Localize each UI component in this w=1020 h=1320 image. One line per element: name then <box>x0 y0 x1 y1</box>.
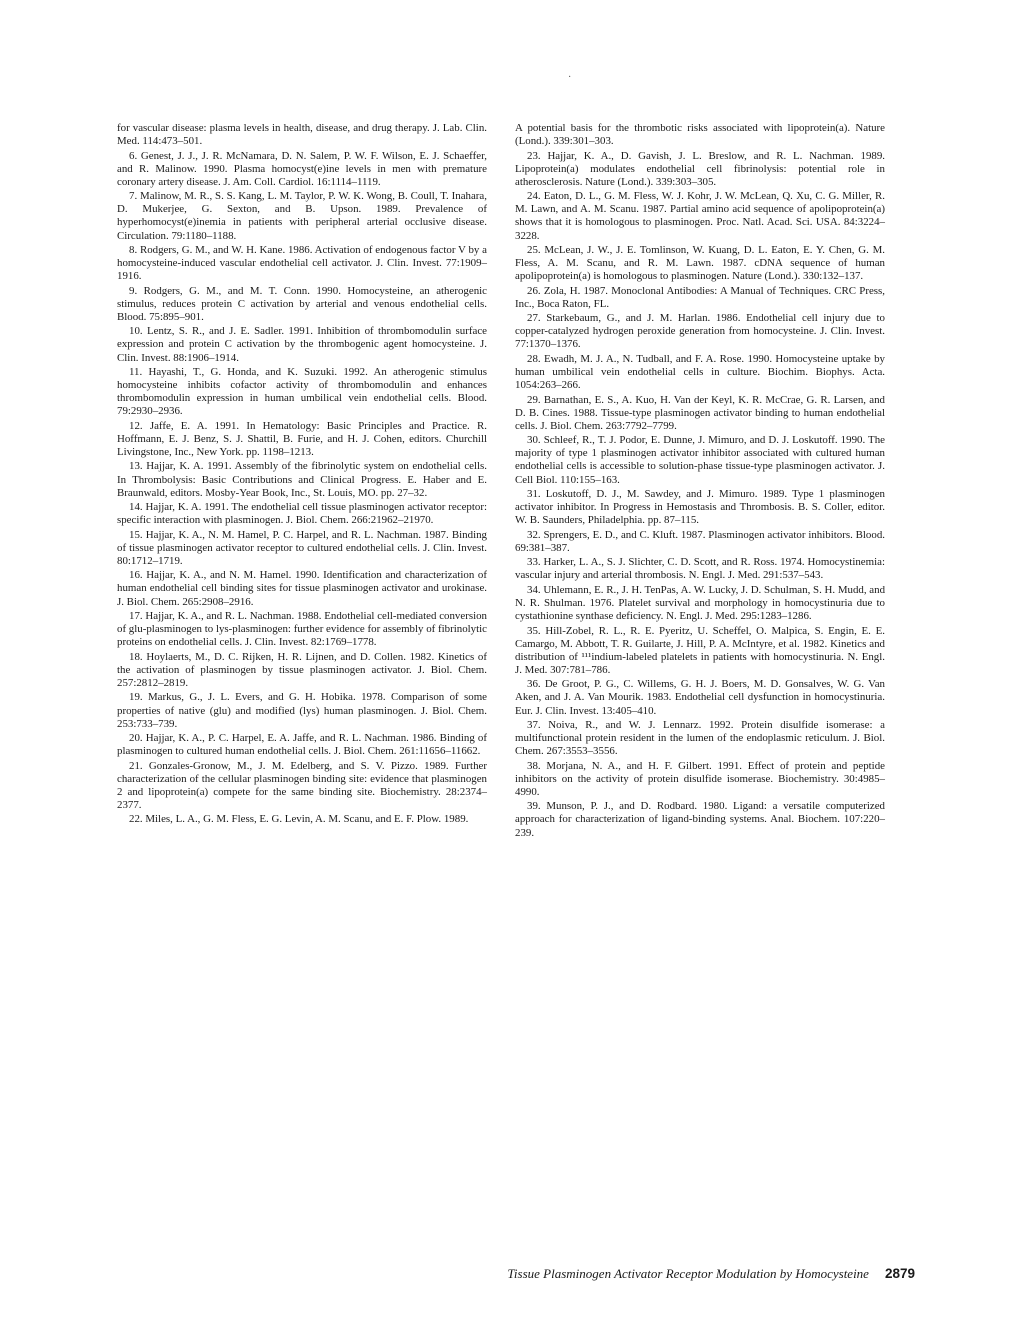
reference-entry: 13. Hajjar, K. A. 1991. Assembly of the fibrinolytic system on endothelial cells. In Thrombolysis: Basic Contributions and Clinical Progress. E. Haber and E. Braunwald, editors. Mosby-Year Book, Inc., St. Louis, MO. pp. 27–32. <box>117 460 487 499</box>
reference-entry: 29. Barnathan, E. S., A. Kuo, H. Van der Keyl, K. R. McCrae, G. R. Larsen, and D. B. Cines. 1988. Tissue-type plasminogen activator binding to human endothelial cells. J. Biol. Chem. 263:7792–7799. <box>515 393 885 432</box>
reference-entry: 28. Ewadh, M. J. A., N. Tudball, and F. A. Rose. 1990. Homocysteine uptake by human umbilical vein endothelial cells in culture. Biochim. Biophys. Acta. 1054:263–266. <box>515 352 885 392</box>
reference-entry: 34. Uhlemann, E. R., J. H. TenPas, A. W. Lucky, J. D. Schulman, S. H. Mudd, and N. R. Shulman. 1976. Platelet survival and morphology in homocystinuria due to cystathionine synthase deficiency. N. Engl. J. Med. 295:1283–1286. <box>515 583 886 623</box>
reference-entry: 19. Markus, G., J. L. Evers, and G. H. Hobika. 1978. Comparison of some properties of native (glu) and modified (lys) human plasminogen. J. Biol. Chem. 253:733–739. <box>117 691 487 730</box>
reference-entry: 20. Hajjar, K. A., P. C. Harpel, E. A. Jaffe, and R. L. Nachman. 1986. Binding of plasminogen to cultured human endothelial cells. J. Biol. Chem. 261:11656–11662. <box>117 732 487 758</box>
reference-entry: 12. Jaffe, E. A. 1991. In Hematology: Basic Principles and Practice. R. Hoffmann, E. J. Benz, S. J. Shattil, B. Furie, and H. J. Cohen, editors. Churchill Livingstone, Inc., New York. pp. 1198–1213. <box>117 419 487 458</box>
reference-entry: 31. Loskutoff, D. J., M. Sawdey, and J. Mimuro. 1989. Type 1 plasminogen activator inhibitor. In Progress in Hemostasis and Thrombosis. B. S. Coller, editor. W. B. Saunders, Philadelphia. pp. 87–115. <box>515 488 885 527</box>
reference-entry: 24. Eaton, D. L., G. M. Fless, W. J. Kohr, J. W. McLean, Q. Xu, C. G. Miller, R. M. Lawn, and A. M. Scanu. 1987. Partial amino acid sequence of apolipoprotein(a) shows that it is homologous to plasminogen. Proc. Natl. Acad. Sci. USA. 84:3224–3228. <box>515 190 885 242</box>
reference-entry: 25. McLean, J. W., J. E. Tomlinson, W. Kuang, D. L. Eaton, E. Y. Chen, G. M. Fless, A. M. Scanu, and R. M. Lawn. 1987. cDNA sequence of human apolipoprotein(a) is homologous to plasminogen. Nature (Lond.). 330:132–137. <box>515 244 885 283</box>
reference-entry: 18. Hoylaerts, M., D. C. Rijken, H. R. Lijnen, and D. Collen. 1982. Kinetics of the activation of plasminogen by tissue plasminogen activator. J. Biol. Chem. 257:2812–2819. <box>117 650 487 689</box>
reference-continuation: A potential basis for the thrombotic risks associated with lipoprotein(a). Nature (Lond.). 339:301–303. <box>515 122 885 148</box>
reference-entry: 35. Hill-Zobel, R. L., R. E. Pyeritz, U. Scheffel, O. Malpica, S. Engin, E. E. Camargo, M. Abbott, T. R. Guilarte, J. Hill, P. A. McIntyre, et al. 1982. Kinetics and distribution of ¹¹¹indium-labeled platelets in patients with homocystinuria. N. Engl. J. Med. 307:781–786. <box>515 624 885 676</box>
page-mark: · <box>568 72 572 83</box>
reference-entry: 27. Starkebaum, G., and J. M. Harlan. 1986. Endothelial cell injury due to copper-catalyzed hydrogen peroxide generation from homocysteine. J. Clin. Invest. 77:1370–1376. <box>515 312 885 351</box>
reference-entry: 8. Rodgers, G. M., and W. H. Kane. 1986. Activation of endogenous factor V by a homocysteine-induced vascular endothelial cell activator. J. Clin. Invest. 77:1909–1916. <box>117 244 487 283</box>
reference-entry: 37. Noiva, R., and W. J. Lennarz. 1992. Protein disulfide isomerase: a multifunctional protein resident in the lumen of the endoplasmic reticulum. J. Biol. Chem. 267:3553–3556. <box>515 718 885 758</box>
reference-entry: 21. Gonzales-Gronow, M., J. M. Edelberg, and S. V. Pizzo. 1989. Further characterization of the cellular plasminogen binding site: evidence that plasminogen 2 and lipoprotein(a) compete for the same binding site. Biochemistry. 28:2374–2377. <box>117 759 487 811</box>
reference-continuation: for vascular disease: plasma levels in health, disease, and drug therapy. J. Lab. Clin. Med. 114:473–501. <box>117 122 487 148</box>
reference-entry: 38. Morjana, N. A., and H. F. Gilbert. 1991. Effect of protein and peptide inhibitors on the activity of protein disulfide isomerase. Biochemistry. 30:4985–4990. <box>515 759 885 798</box>
references-left-column <box>117 122 487 828</box>
reference-entry: 15. Hajjar, K. A., N. M. Hamel, P. C. Harpel, and R. L. Nachman. 1987. Binding of tissue plasminogen activator receptor to cultured endothelial cells. J. Clin. Invest. 80:1712–1719. <box>117 528 487 567</box>
reference-entry: 30. Schleef, R., T. J. Podor, E. Dunne, J. Mimuro, and D. J. Loskutoff. 1990. The majority of type 1 plasminogen activator inhibitor associated with cultured human endothelial cells is accessible to solution-phase tissue-type plasminogen activator. J. Cell Biol. 110:155–163. <box>515 434 885 486</box>
reference-entry: 9. Rodgers, G. M., and M. T. Conn. 1990. Homocysteine, an atherogenic stimulus, reduces protein C activation by arterial and venous endothelial cells. Blood. 75:895–901. <box>117 284 487 323</box>
reference-entry: 23. Hajjar, K. A., D. Gavish, J. L. Breslow, and R. L. Nachman. 1989. Lipoprotein(a) modulates endothelial cell fibrinolysis: potential role in atherosclerosis. Nature (Lond.). 339:303–305. <box>515 149 885 188</box>
page-footer <box>440 1266 915 1282</box>
reference-entry: 39. Munson, P. J., and D. Rodbard. 1980. Ligand: a versatile computerized approach for characterization of ligand-binding systems. Anal. Biochem. 107:220–239. <box>515 800 885 839</box>
reference-entry: 26. Zola, H. 1987. Monoclonal Antibodies: A Manual of Techniques. CRC Press, Inc., Boca Raton, FL. <box>515 284 885 310</box>
reference-entry: 7. Malinow, M. R., S. S. Kang, L. M. Taylor, P. W. K. Wong, B. Coull, T. Inahara, D. Mukerjee, G. Sexton, and B. Upson. 1989. Prevalence of hyperhomocyst(e)inemia in patients with peripheral arterial occlusive disease. Circulation. 79:1180–1188. <box>117 190 487 242</box>
reference-entry: 36. De Groot, P. G., C. Willems, G. H. J. Boers, M. D. Gonsalves, W. G. Van Aken, and J. A. Van Mourik. 1983. Endothelial cell dysfunction in homocystinuria. Eur. J. Clin. Invest. 13:405–410. <box>515 678 885 717</box>
reference-entry: 11. Hayashi, T., G. Honda, and K. Suzuki. 1992. An atherogenic stimulus homocysteine inhibits cofactor activity of thrombomodulin and enhances thrombomodulin expression in human umbilical vein endothelial cells. Blood. 79:2930–2936. <box>117 366 487 418</box>
reference-entry: 33. Harker, L. A., S. J. Slichter, C. D. Scott, and R. Ross. 1974. Homocystinemia: vascular injury and arterial thrombosis. N. Engl. J. Med. 291:537–543. <box>515 556 885 582</box>
reference-entry: 14. Hajjar, K. A. 1991. The endothelial cell tissue plasminogen activator receptor: specific interaction with plasminogen. J. Biol. Chem. 266:21962–21970. <box>117 501 487 527</box>
reference-entry: 22. Miles, L. A., G. M. Fless, E. G. Levin, A. M. Scanu, and E. F. Plow. 1989. <box>129 813 469 826</box>
reference-entry: 17. Hajjar, K. A., and R. L. Nachman. 1988. Endothelial cell-mediated conversion of glu-plasminogen to lys-plasminogen: further evidence for assembly of fibrinolytic proteins on endothelial cells. J. Clin. Invest. 82:1769–1778. <box>117 610 487 649</box>
reference-entry: 16. Hajjar, K. A., and N. M. Hamel. 1990. Identification and characterization of human endothelial cell binding sites for tissue plasminogen activator and urokinase. J. Biol. Chem. 265:2908–2916. <box>117 569 487 608</box>
running-title: Tissue Plasminogen Activator Receptor Modulation by Homocysteine <box>507 1266 869 1281</box>
reference-entry: 6. Genest, J. J., J. R. McNamara, D. N. Salem, P. W. F. Wilson, E. J. Schaeffer, and R. Malinow. 1990. Plasma homocyst(e)ine levels in men with premature coronary artery disease. J. Am. Coll. Cardiol. 16:1114–1119. <box>117 149 487 188</box>
reference-entry: 10. Lentz, S. R., and J. E. Sadler. 1991. Inhibition of thrombomodulin surface expression and protein C activation by the thrombogenic agent homocysteine. J. Clin. Invest. 88:1906–1914. <box>117 325 487 364</box>
references-right-column <box>515 122 885 841</box>
page-number: 2879 <box>884 1266 915 1281</box>
reference-entry: 32. Sprengers, E. D., and C. Kluft. 1987. Plasminogen activator inhibitors. Blood. 69:381–387. <box>515 528 885 554</box>
